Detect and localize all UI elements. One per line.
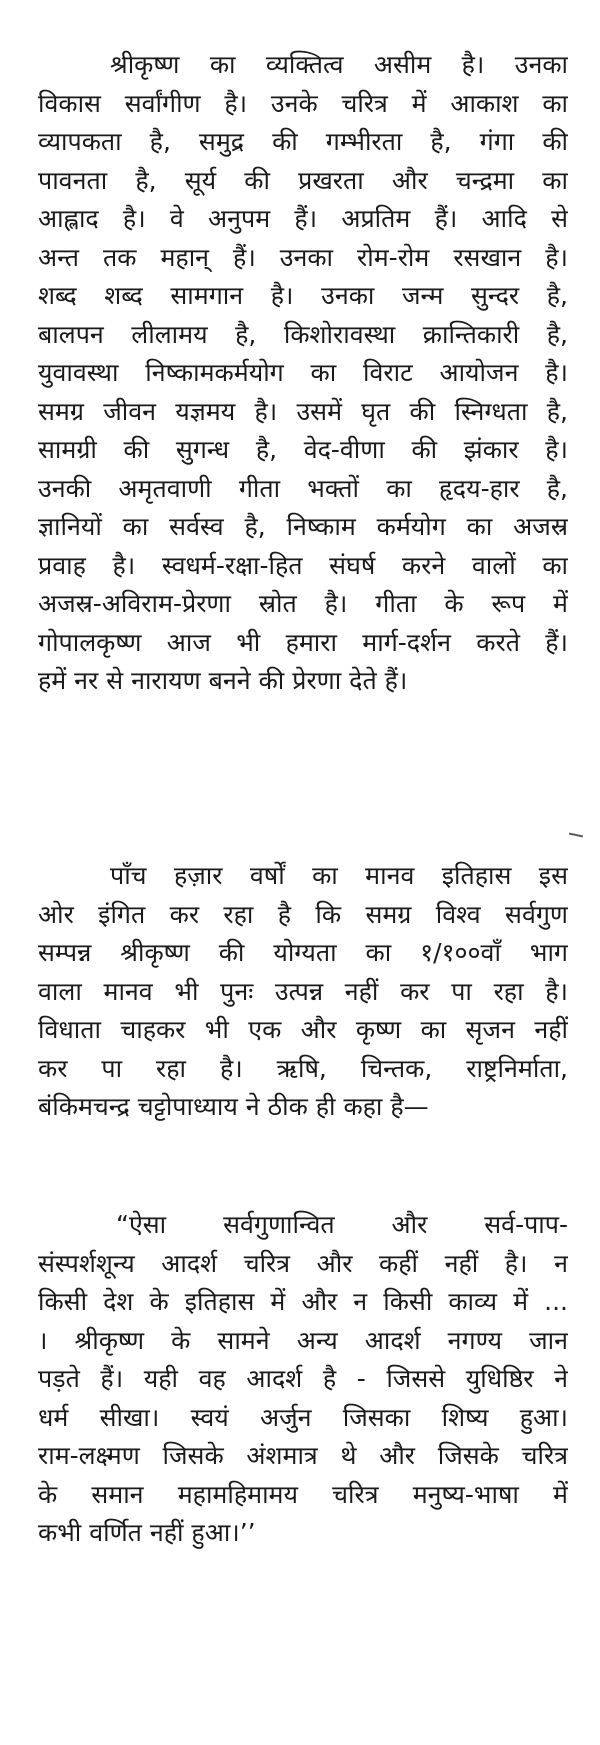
text-line: राम-लक्ष्मण जिसके अंशमात्र थे और जिसके चरित्र xyxy=(38,1441,568,1470)
text-line: श्रीकृष्ण का व्यक्तित्व असीम है। उनका xyxy=(110,50,568,79)
text-line: कभी वर्णित नहीं हुआ।’’ xyxy=(38,1518,256,1547)
text-line: हमें नर से नारायण बनने की प्रेरणा देते हैं। xyxy=(38,666,408,695)
text-line: धर्म सीखा। स्वयं अर्जुन जिसका शिष्य हुआ। xyxy=(38,1402,568,1432)
text-line: सम्पन्न श्रीकृष्ण की योग्यता का १/१००वाँ भाग xyxy=(38,938,568,967)
margin-mark xyxy=(569,833,583,838)
quotation xyxy=(38,1206,568,1553)
text-line: गोपालकृष्ण आज भी हमारा मार्ग-दर्शन करते हैं। xyxy=(38,627,568,657)
text-line: बालपन लीलामय है, किशोरावस्था क्रान्तिकारी है, xyxy=(38,319,568,349)
text-line: अजस्र-अविराम-प्रेरणा स्रोत है। गीता के रूप में xyxy=(38,589,568,618)
text-line: के समान महामहिमामय चरित्र मनुष्य-भाषा में xyxy=(38,1479,568,1509)
paragraph-2 xyxy=(38,857,568,1127)
text-line: उनकी अमृतवाणी गीता भक्तों का हृदय-हार है, xyxy=(38,473,568,503)
text-line: संस्पर्शशून्य आदर्श चरित्र और कहीं नहीं है। न xyxy=(38,1248,568,1278)
text-line: सामग्री की सुगन्ध है, वेद-वीणा की झंकार है। xyxy=(38,435,568,464)
text-line: युवावस्था निष्कामकर्मयोग का विराट आयोजन है। xyxy=(38,358,568,387)
text-line: बंकिमचन्द्र चट्टोपाध्याय ने ठीक ही कहा है— xyxy=(38,1092,429,1121)
text-line: आह्लाद है। वे अनुपम हैं। अप्रतिम हैं। आदि से xyxy=(38,204,568,233)
text-line: व्यापकता है, समुद्र की गम्भीरता है, गंगा की xyxy=(38,127,568,156)
text-line: “ऐसा सर्वगुणान्वित और सर्व-पाप- xyxy=(116,1210,568,1239)
text-line: समग्र जीवन यज्ञमय है। उसमें घृत की स्निग्धता है, xyxy=(38,396,568,426)
text-line: अन्त तक महान् हैं। उनका रोम-रोम रसखान है। xyxy=(38,242,568,272)
text-line: विकास सर्वांगीण है। उनके चरित्र में आकाश का xyxy=(38,88,568,118)
text-line: पाँच हज़ार वर्षों का मानव इतिहास इस xyxy=(110,861,568,890)
text-line: किसी देश के इतिहास में और न किसी काव्य में ... xyxy=(38,1287,568,1316)
text-line: । श्रीकृष्ण के सामने अन्य आदर्श नगण्य जान xyxy=(38,1325,568,1355)
text-line: वाला मानव भी पुनः उत्पन्न नहीं कर पा रहा है। xyxy=(38,976,568,1006)
text-line: शब्द शब्द सामगान है। उनका जन्म सुन्दर है, xyxy=(38,281,568,310)
text-line: विधाता चाहकर भी एक और कृष्ण का सृजन नहीं xyxy=(38,1015,568,1044)
text-line: कर पा रहा है। ऋषि, चिन्तक, राष्ट्रनिर्माता, xyxy=(38,1053,568,1083)
text-line: ज्ञानियों का सर्वस्व है, निष्काम कर्मयोग का अजस्र xyxy=(38,512,568,541)
paragraph-1 xyxy=(38,46,568,701)
text-line: पावनता है, सूर्य की प्रखरता और चन्द्रमा का xyxy=(38,165,568,195)
text-line: ओर इंगित कर रहा है कि समग्र विश्व सर्वगुण xyxy=(38,899,568,929)
text-line: पड़ते हैं। यही वह आदर्श है - जिससे युधिष्ठिर ने xyxy=(38,1364,568,1393)
text-line: प्रवाह है। स्वधर्म-रक्षा-हित संघर्ष करने वालों का xyxy=(38,550,568,580)
